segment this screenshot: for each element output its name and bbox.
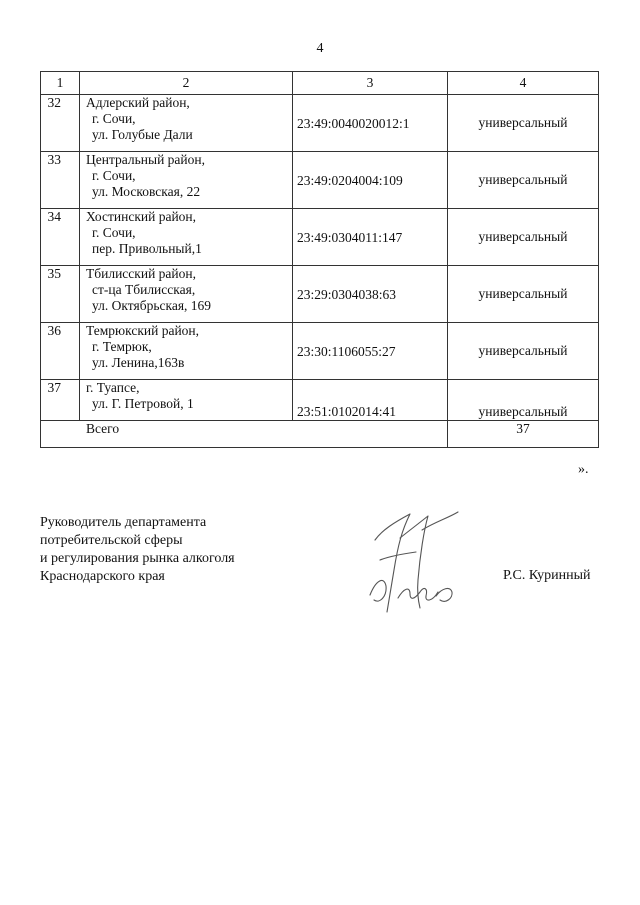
header-cell: 1 xyxy=(41,72,80,95)
cadastral-number: 23:30:1106055:27 xyxy=(293,323,448,380)
address-cell xyxy=(80,95,293,152)
address-line: пер. Привольный,1 xyxy=(92,241,202,256)
header-cell: 3 xyxy=(293,72,448,95)
position-line: и регулирования рынка алкоголя xyxy=(40,551,235,566)
table-row xyxy=(41,380,599,421)
row-number: 35 xyxy=(41,266,80,323)
total-value: 37 xyxy=(448,421,599,448)
address-line: Тбилисский район, xyxy=(86,266,196,281)
address-line: г. Сочи, xyxy=(92,168,136,183)
row-number: 36 xyxy=(41,323,80,380)
address-cell xyxy=(80,266,293,323)
address-line: ул. Голубые Дали xyxy=(92,127,193,142)
table-row xyxy=(41,152,599,209)
row-number: 33 xyxy=(41,152,80,209)
address-line: Хостинский район, xyxy=(86,209,197,224)
position-line: Краснодарского края xyxy=(40,569,165,584)
header-cell: 4 xyxy=(448,72,599,95)
table-row xyxy=(41,209,599,266)
address-cell xyxy=(80,152,293,209)
table-row xyxy=(41,323,599,380)
total-label: Всего xyxy=(41,421,448,448)
address-cell xyxy=(80,209,293,266)
closing-quote: ». xyxy=(578,462,589,477)
table-row xyxy=(41,266,599,323)
object-type: универсальный xyxy=(448,323,599,380)
cadastral-number: 23:49:0304011:147 xyxy=(293,209,448,266)
address-line: ст-ца Тбилисская, xyxy=(92,282,196,297)
address-line: ул. Ленина,163в xyxy=(92,355,185,370)
table-header-row xyxy=(41,72,599,95)
address-line: г. Сочи, xyxy=(92,225,136,240)
address-cell xyxy=(80,380,293,421)
address-line: ул. Г. Петровой, 1 xyxy=(92,396,194,411)
cadastral-number: 23:29:0304038:63 xyxy=(293,266,448,323)
position-line: Руководитель департамента xyxy=(40,515,207,530)
address-line: Центральный район, xyxy=(86,152,205,167)
row-number: 37 xyxy=(41,380,80,421)
total-row xyxy=(41,421,599,448)
cadastral-number: 23:49:0040020012:1 xyxy=(293,95,448,152)
object-type: универсальный xyxy=(448,152,599,209)
signatory-name: Р.С. Куринный xyxy=(503,568,591,583)
row-number: 34 xyxy=(41,209,80,266)
cadastral-number: 23:51:0102014:41 xyxy=(293,380,448,421)
header-cell: 2 xyxy=(80,72,293,95)
registry-table xyxy=(40,71,599,448)
object-type: универсальный xyxy=(448,95,599,152)
address-line: г. Туапсе, xyxy=(86,380,140,395)
address-line: ул. Октябрьская, 169 xyxy=(92,298,212,313)
signer-position xyxy=(40,514,235,586)
address-line: Темрюкский район, xyxy=(86,323,200,338)
position-line: потребительской сферы xyxy=(40,533,183,548)
object-type: универсальный xyxy=(448,266,599,323)
address-line: Адлерский район, xyxy=(86,95,190,110)
handwritten-signature xyxy=(340,500,470,620)
address-cell xyxy=(80,323,293,380)
object-type: универсальный xyxy=(448,380,599,421)
table-row xyxy=(41,95,599,152)
address-line: г. Сочи, xyxy=(92,111,136,126)
cadastral-number: 23:49:0204004:109 xyxy=(293,152,448,209)
address-line: ул. Московская, 22 xyxy=(92,184,201,199)
page-number: 4 xyxy=(316,41,324,56)
object-type: универсальный xyxy=(448,209,599,266)
address-line: г. Темрюк, xyxy=(92,339,152,354)
row-number: 32 xyxy=(41,95,80,152)
